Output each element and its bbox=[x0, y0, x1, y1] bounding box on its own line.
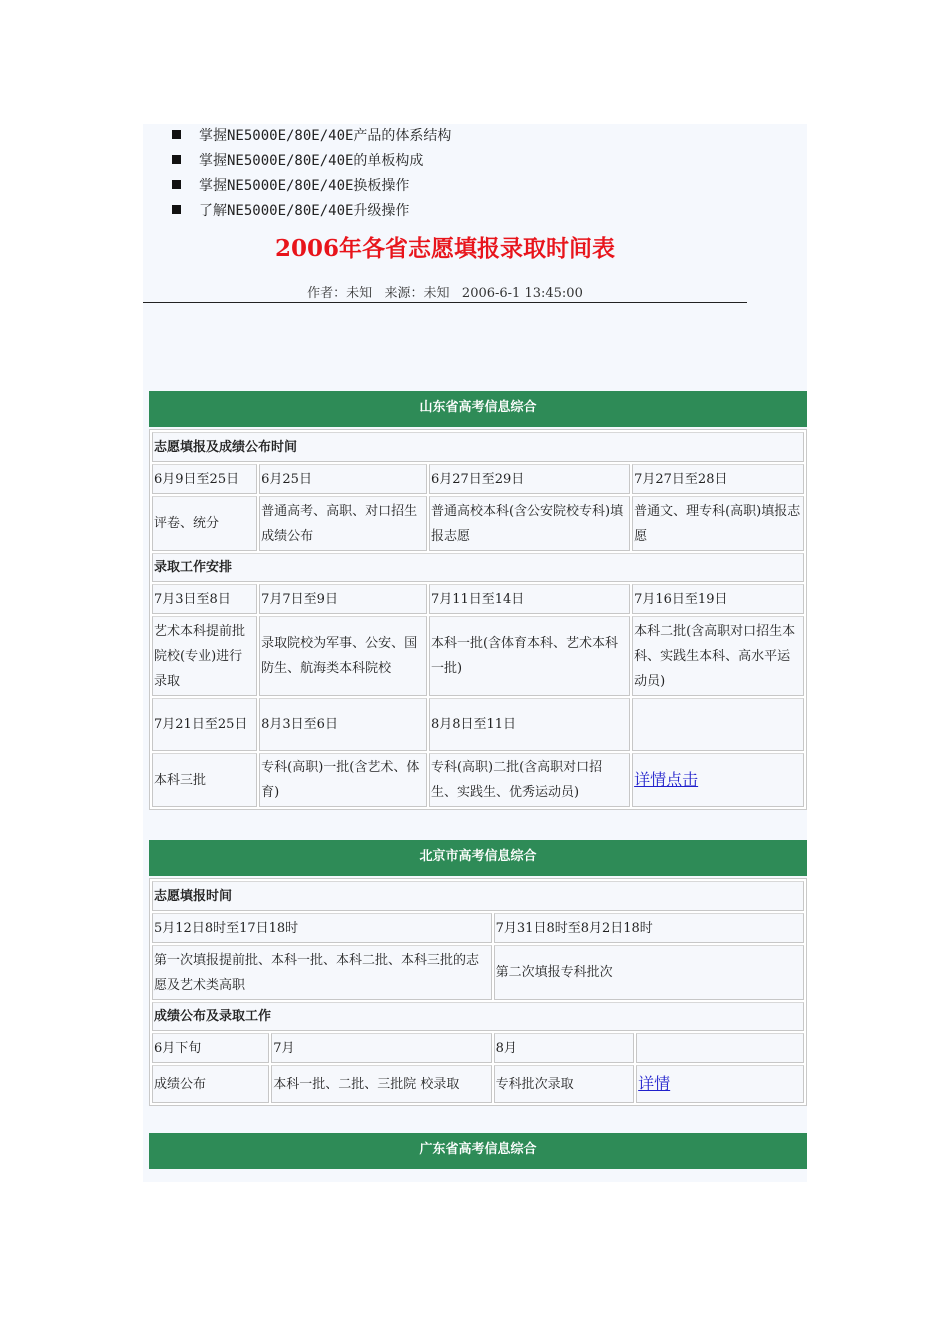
table-cell: 5月12日8时至17日18时 bbox=[152, 913, 492, 943]
table-cell: 本科三批 bbox=[152, 753, 257, 807]
square-bullet-icon bbox=[172, 130, 181, 139]
list-item bbox=[172, 124, 451, 149]
shandong-details-link[interactable]: 详情点击 bbox=[634, 769, 699, 789]
square-bullet-icon bbox=[172, 155, 181, 164]
square-bullet-icon bbox=[172, 205, 181, 214]
objective-text: 掌握NE5000E/80E/40E产品的体系结构 bbox=[199, 128, 452, 144]
objective-text: 掌握NE5000E/80E/40E的单板构成 bbox=[199, 153, 424, 169]
guangdong-banner: 广东省高考信息综合 bbox=[149, 1133, 807, 1169]
table-cell bbox=[632, 753, 804, 807]
list-item bbox=[172, 199, 451, 224]
table-cell: 本科一批、二批、三批院 校录取 bbox=[271, 1065, 491, 1103]
beijing-table bbox=[149, 878, 807, 1106]
table-cell: 专科(高职)一批(含艺术、体育) bbox=[259, 753, 427, 807]
table-cell: 第二次填报专科批次 bbox=[494, 945, 804, 1000]
table-cell: 普通高考、高职、对口招生成绩公布 bbox=[259, 496, 427, 551]
objective-text: 掌握NE5000E/80E/40E换板操作 bbox=[199, 178, 410, 194]
table-cell bbox=[636, 1065, 804, 1103]
section-header: 志愿填报时间 bbox=[152, 881, 804, 911]
table-cell: 评卷、统分 bbox=[152, 496, 257, 551]
section-header: 志愿填报及成绩公布时间 bbox=[152, 432, 804, 462]
beijing-details-link[interactable]: 详情 bbox=[638, 1073, 671, 1093]
table-cell: 7月31日8时至8月2日18时 bbox=[494, 913, 804, 943]
article-title: 2006年各省志愿填报录取时间表 bbox=[274, 235, 615, 262]
table-cell: 7月3日至8日 bbox=[152, 584, 257, 614]
table-cell: 8月 bbox=[494, 1033, 635, 1063]
list-item bbox=[172, 174, 451, 199]
shandong-banner: 山东省高考信息综合 bbox=[149, 391, 807, 427]
table-cell: 6月9日至25日 bbox=[152, 464, 257, 494]
shandong-table bbox=[149, 429, 807, 810]
table-cell: 专科(高职)二批(含高职对口招生、实践生、优秀运动员) bbox=[429, 753, 630, 807]
table-cell: 7月21日至25日 bbox=[152, 698, 257, 751]
table-cell: 普通高校本科(含公安院校专科)填报志愿 bbox=[429, 496, 630, 551]
table-cell: 7月11日至14日 bbox=[429, 584, 630, 614]
table-cell: 本科一批(含体育本科、艺术本科一批) bbox=[429, 616, 630, 696]
table-cell: 7月7日至9日 bbox=[259, 584, 427, 614]
section-header: 录取工作安排 bbox=[152, 553, 804, 582]
table-cell: 7月 bbox=[271, 1033, 491, 1063]
objective-list bbox=[172, 124, 451, 224]
table-cell: 8月3日至6日 bbox=[259, 698, 427, 751]
table-cell: 6月25日 bbox=[259, 464, 427, 494]
square-bullet-icon bbox=[172, 180, 181, 189]
table-cell: 第一次填报提前批、本科一批、本科二批、本科三批的志愿及艺术类高职 bbox=[152, 945, 492, 1000]
table-cell: 6月27日至29日 bbox=[429, 464, 630, 494]
list-item bbox=[172, 149, 451, 174]
table-cell: 本科二批(含高职对口招生本科、实践生本科、高水平运动员) bbox=[632, 616, 804, 696]
table-cell: 普通文、理专科(高职)填报志愿 bbox=[632, 496, 804, 551]
table-cell: 专科批次录取 bbox=[494, 1065, 635, 1103]
table-cell: 7月16日至19日 bbox=[632, 584, 804, 614]
table-cell bbox=[632, 698, 804, 751]
table-cell bbox=[636, 1033, 804, 1063]
table-cell: 成绩公布 bbox=[152, 1065, 269, 1103]
table-cell: 8月8日至11日 bbox=[429, 698, 630, 751]
title-divider bbox=[143, 302, 747, 303]
table-cell: 艺术本科提前批院校(专业)进行录取 bbox=[152, 616, 257, 696]
table-cell: 录取院校为军事、公安、国防生、航海类本科院校 bbox=[259, 616, 427, 696]
section-header: 成绩公布及录取工作 bbox=[152, 1002, 804, 1031]
beijing-banner: 北京市高考信息综合 bbox=[149, 840, 807, 876]
table-cell: 7月27日至28日 bbox=[632, 464, 804, 494]
article-meta: 作者：未知 来源：未知 2006-6-1 13:45:00 bbox=[307, 286, 583, 301]
objective-text: 了解NE5000E/80E/40E升级操作 bbox=[199, 203, 410, 219]
table-cell: 6月下旬 bbox=[152, 1033, 269, 1063]
